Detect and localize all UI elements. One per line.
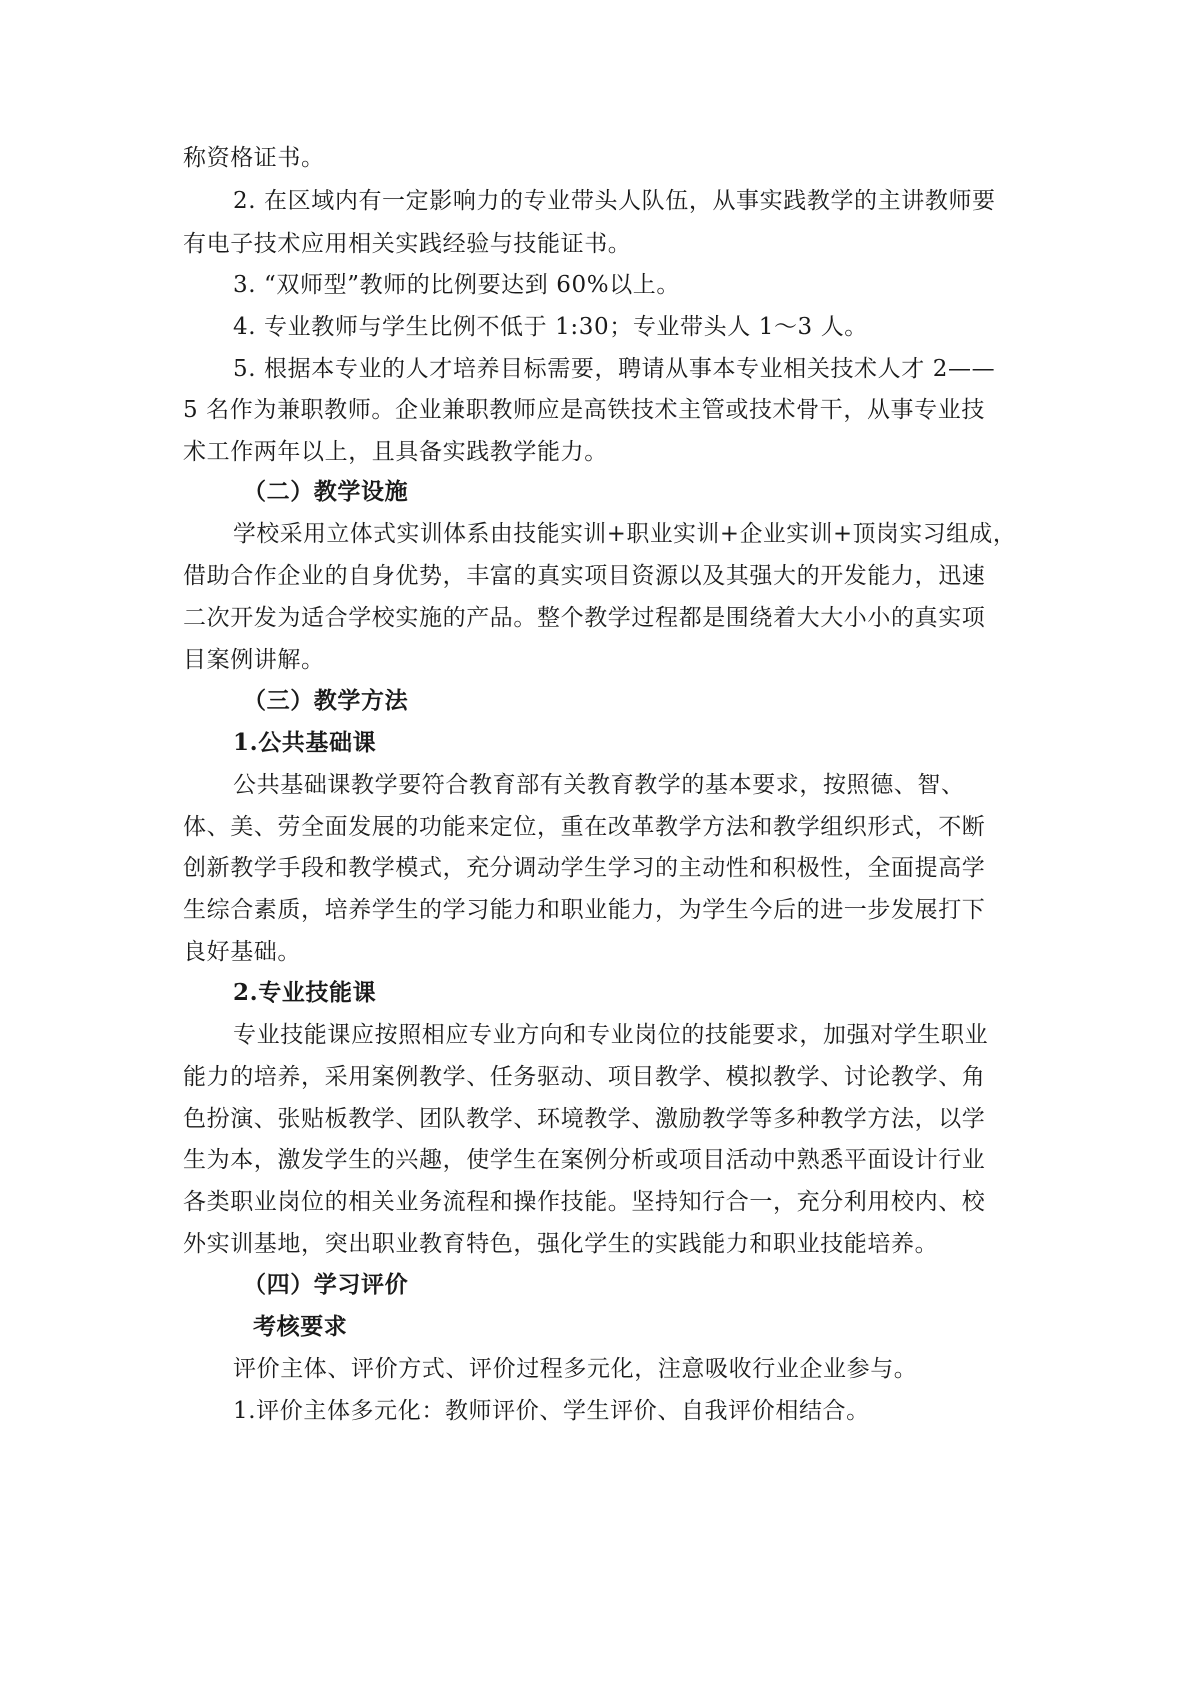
skill-courses-line-2: 能力的培养，采用案例教学、任务驱动、项目教学、模拟教学、讨论教学、角: [183, 1064, 986, 1090]
evaluation-line-1: 评价主体、评价方式、评价过程多元化，注意吸收行业企业参与。: [233, 1356, 918, 1382]
subheading-public-courses: 1.公共基础课: [233, 729, 377, 756]
section-heading-methods: （三）教学方法: [243, 687, 409, 714]
facilities-line-4: 目案例讲解。: [183, 647, 325, 673]
list-item-2-line-2: 有电子技术应用相关实践经验与技能证书。: [183, 231, 632, 257]
public-courses-line-1: 公共基础课教学要符合教育部有关教育教学的基本要求，按照德、智、: [233, 772, 965, 798]
skill-courses-line-3: 色扮演、张贴板教学、团队教学、环境教学、激励教学等多种教学方法，以学: [183, 1106, 986, 1132]
list-item-2-line-1: 2. 在区域内有一定影响力的专业带头人队伍，从事实践教学的主讲教师要: [233, 188, 996, 214]
public-courses-line-4: 生综合素质，培养学生的学习能力和职业能力，为学生今后的进一步发展打下: [183, 897, 986, 923]
list-item-5-line-1: 5. 根据本专业的人才培养目标需要，聘请从事本专业相关技术人才 2——: [233, 356, 996, 382]
skill-courses-line-5: 各类职业岗位的相关业务流程和操作技能。坚持知行合一，充分利用校内、校: [183, 1189, 986, 1215]
facilities-line-3: 二次开发为适合学校实施的产品。整个教学过程都是围绕着大大小小的真实项: [183, 605, 986, 631]
public-courses-line-3: 创新教学手段和教学模式，充分调动学生学习的主动性和积极性，全面提高学: [183, 855, 986, 881]
subheading-assessment: 考核要求: [253, 1313, 348, 1340]
skill-courses-line-6: 外实训基地，突出职业教育特色，强化学生的实践能力和职业技能培养。: [183, 1231, 939, 1257]
list-item-5-line-3: 术工作两年以上，且具备实践教学能力。: [183, 439, 608, 465]
subheading-skill-courses: 2.专业技能课: [233, 979, 377, 1006]
facilities-line-1: 学校采用立体式实训体系由技能实训+职业实训+企业实训+顶岗实习组成，: [233, 521, 1017, 547]
public-courses-line-2: 体、美、劳全面发展的功能来定位，重在改革教学方法和教学组织形式，不断: [183, 814, 986, 840]
section-heading-facilities: （二）教学设施: [243, 478, 409, 505]
public-courses-line-5: 良好基础。: [183, 939, 301, 965]
skill-courses-line-1: 专业技能课应按照相应专业方向和专业岗位的技能要求，加强对学生职业: [233, 1022, 989, 1048]
skill-courses-line-4: 生为本，激发学生的兴趣，使学生在案例分析或项目活动中熟悉平面设计行业: [183, 1147, 986, 1173]
section-heading-evaluation: （四）学习评价: [243, 1271, 409, 1298]
list-item-3: 3. “双师型”教师的比例要达到 60%以上。: [233, 272, 681, 298]
facilities-line-2: 借助合作企业的自身优势，丰富的真实项目资源以及其强大的开发能力，迅速: [183, 563, 986, 589]
list-item-4: 4. 专业教师与学生比例不低于 1:30；专业带头人 1～3 人。: [233, 314, 868, 340]
evaluation-line-2: 1.评价主体多元化：教师评价、学生评价、自我评价相结合。: [233, 1398, 870, 1424]
list-item-5-line-2: 5 名作为兼职教师。企业兼职教师应是高铁技术主管或技术骨干，从事专业技: [183, 397, 985, 423]
paragraph-line: 称资格证书。: [183, 145, 325, 171]
